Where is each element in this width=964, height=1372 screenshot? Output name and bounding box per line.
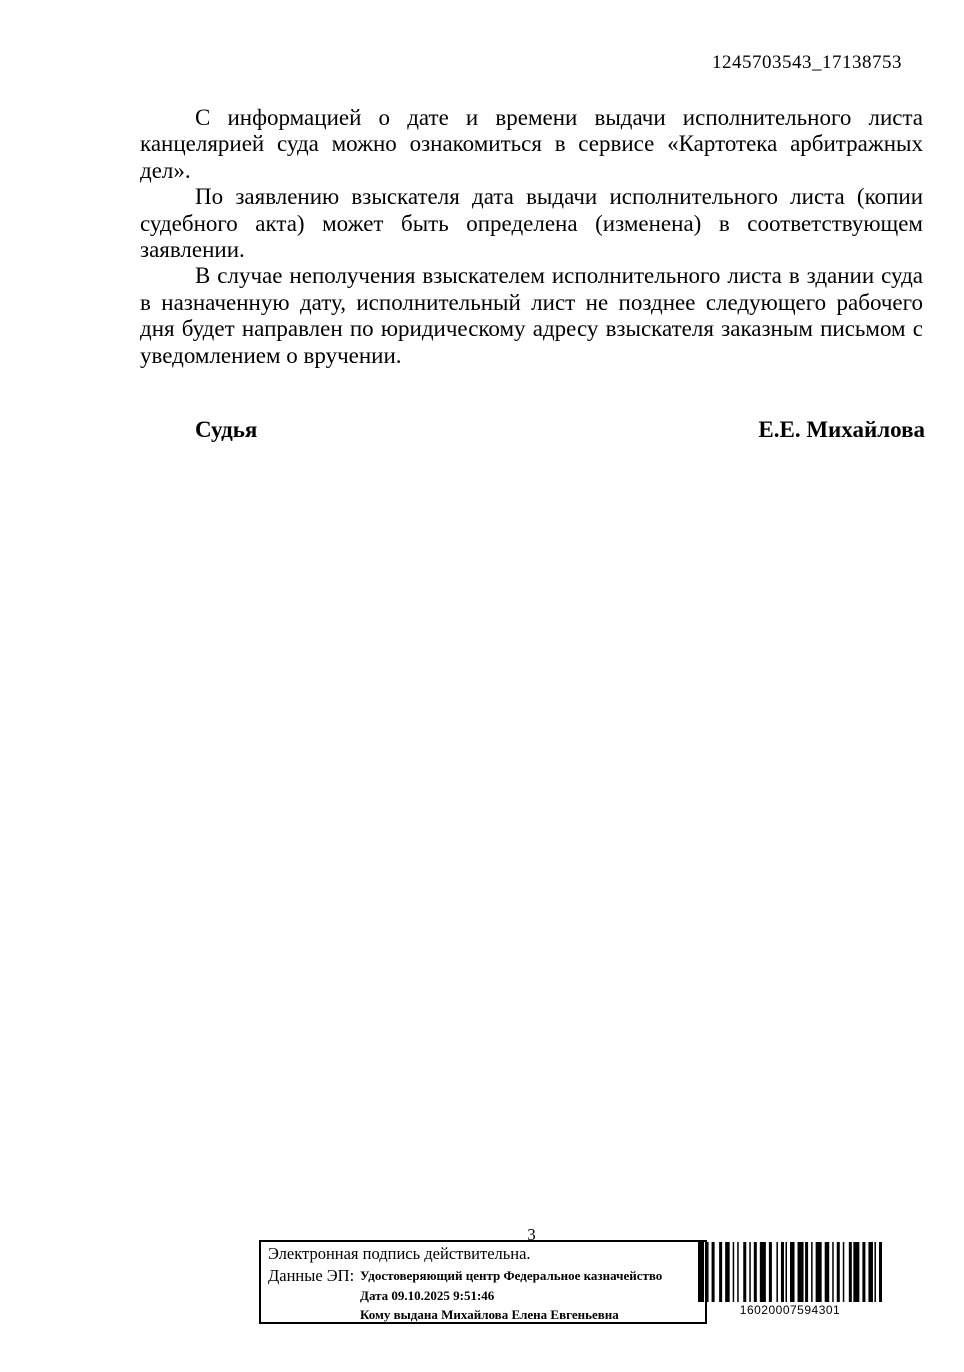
paragraph-line: В случае неполучения взыскателем исполнительного листа в здании суда <box>195 263 923 289</box>
esign-date: Дата 09.10.2025 9:51:46 <box>360 1287 495 1303</box>
page-number: 3 <box>527 1225 536 1244</box>
judge-label: Судья <box>195 417 258 442</box>
judge-name: Е.Е. Михайлова <box>758 417 925 442</box>
esign-stamp <box>259 1240 707 1324</box>
esign-valid-text: Электронная подпись действительна. <box>268 1244 531 1263</box>
barcode-bars-icon <box>698 1242 882 1302</box>
barcode-number: 16020007594301 <box>739 1303 841 1317</box>
esign-data-row <box>268 1266 705 1325</box>
paragraph-line: По заявлению взыскателя дата выдачи исполнительного листа (копии <box>195 184 923 210</box>
paragraph-line: заявлении. <box>140 237 245 263</box>
signature-row <box>140 417 925 443</box>
document-body <box>140 105 923 369</box>
paragraph-line: дел». <box>140 157 191 183</box>
document-id: 1245703543_17138753 <box>712 52 902 73</box>
esign-details <box>360 1266 662 1325</box>
paragraph-line: уведомлением о вручении. <box>140 342 402 368</box>
esign-authority: Удостоверяющий центр Федеральное казначейство <box>360 1268 663 1283</box>
paragraph-line: С информацией о дате и времени выдачи исполнительного листа <box>195 105 923 130</box>
esign-issued-to: Кому выдана Михайлова Елена Евгеньевна <box>360 1307 619 1322</box>
paragraph-line: в назначенную дату, исполнительный лист не позднее следующего рабочего <box>140 289 923 315</box>
esign-data-label: Данные ЭП: <box>268 1266 355 1285</box>
paragraph-line: судебного акта) может быть определена (изменена) в соответствующем <box>140 210 923 236</box>
barcode <box>698 1242 882 1317</box>
paragraph-line: дня будет направлен по юридическому адресу взыскателя заказным письмом с <box>140 316 923 342</box>
paragraph-line: канцелярией суда можно ознакомиться в сервисе «Картотека арбитражных <box>140 131 923 157</box>
